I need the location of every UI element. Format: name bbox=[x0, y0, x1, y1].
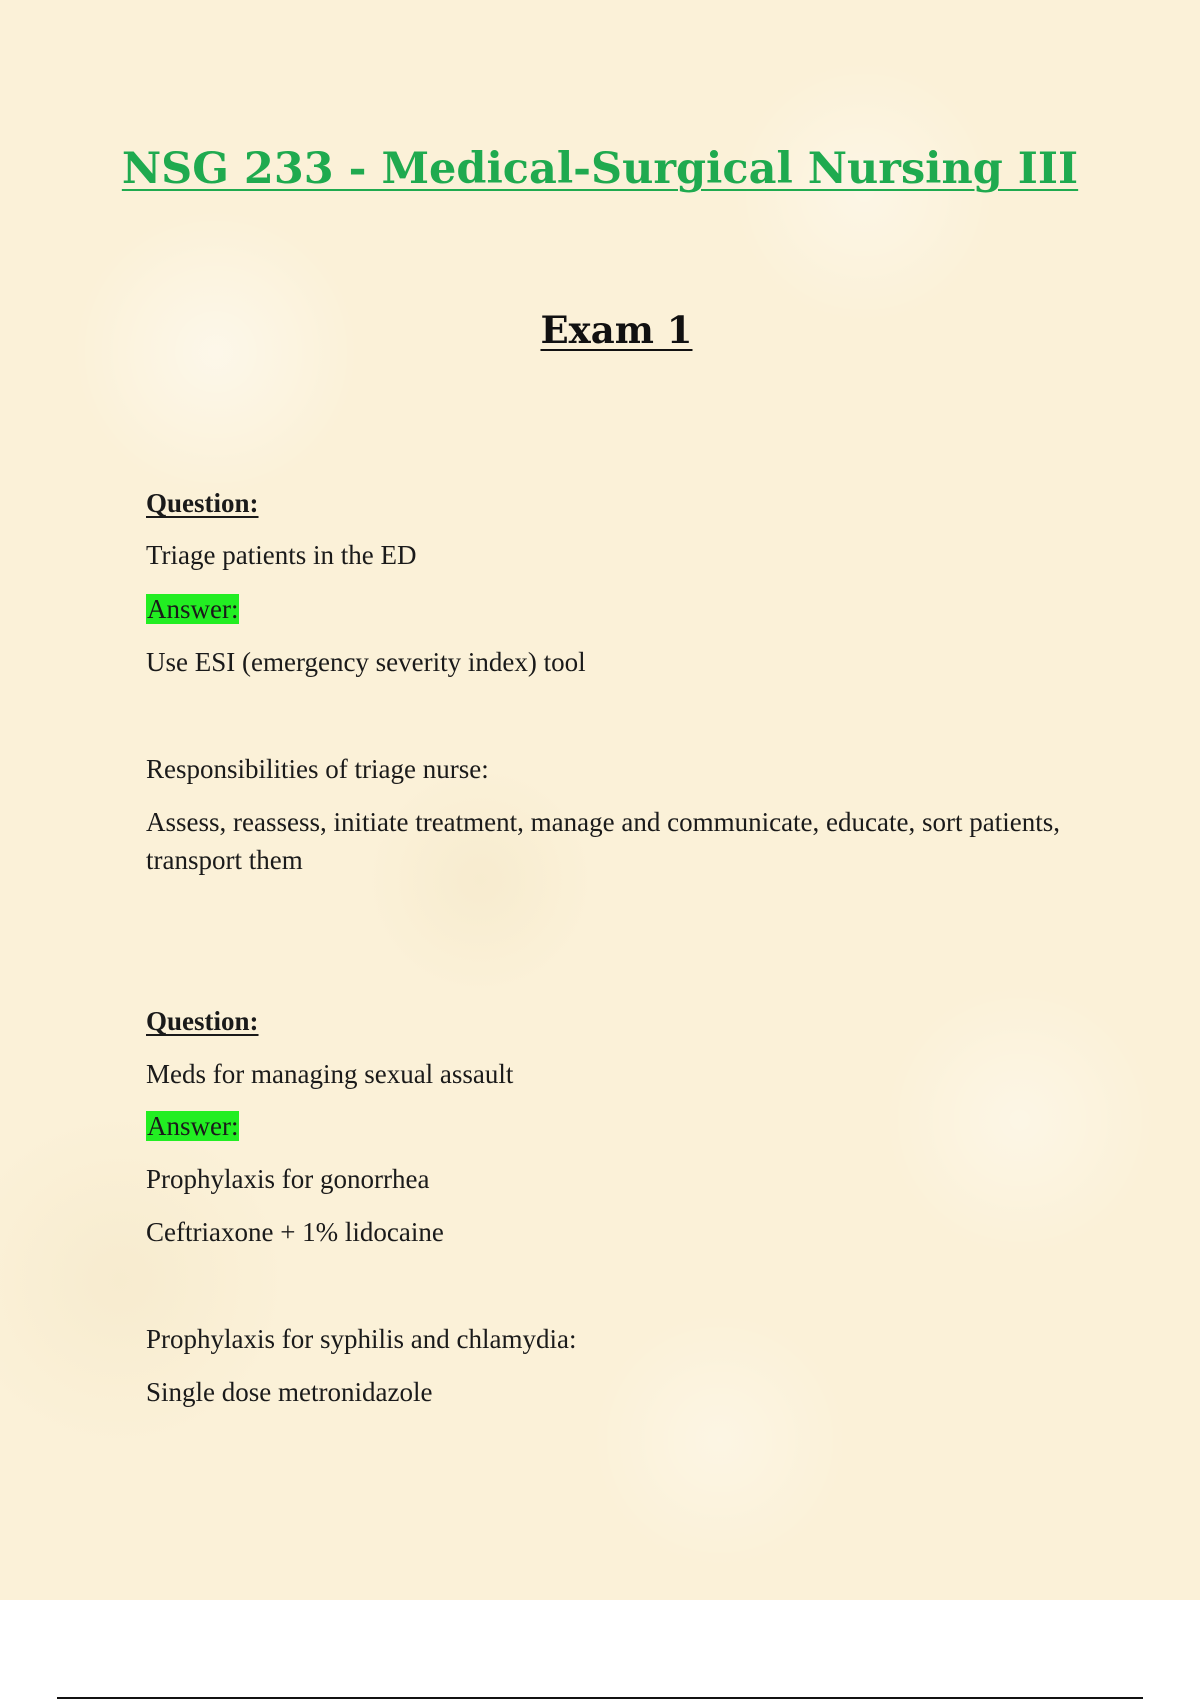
answer-2-label bbox=[146, 1107, 239, 1145]
question-2-text: Meds for managing sexual assault bbox=[146, 1059, 514, 1089]
answer-label-highlight: Answer: bbox=[147, 594, 239, 624]
footer-divider bbox=[57, 1697, 1143, 1699]
question-label: Question: bbox=[146, 488, 259, 518]
question-label: Question: bbox=[146, 1006, 259, 1036]
answer-label-highlight: Answer: bbox=[147, 1111, 239, 1141]
answer-1-label bbox=[146, 590, 239, 628]
answer-1-line-2: Responsibilities of triage nurse: bbox=[146, 754, 489, 784]
question-1-text: Triage patients in the ED bbox=[146, 540, 417, 570]
question-1-label bbox=[146, 484, 259, 522]
answer-1-line-1: Use ESI (emergency severity index) tool bbox=[146, 647, 586, 677]
exam-heading: Exam 1 bbox=[540, 308, 693, 352]
document-title: NSG 233 - Medical-Surgical Nursing III bbox=[121, 144, 1079, 194]
answer-1-line-3: Assess, reassess, initiate treatment, manage and communicate, educate, sort patients, transport them bbox=[146, 807, 1060, 875]
answer-2-line-1: Prophylaxis for gonorrhea bbox=[146, 1164, 430, 1194]
answer-2-line-3: Prophylaxis for syphilis and chlamydia: bbox=[146, 1324, 577, 1354]
answer-2-line-2: Ceftriaxone + 1% lidocaine bbox=[146, 1217, 444, 1247]
question-2-label bbox=[146, 1002, 259, 1040]
answer-2-line-4: Single dose metronidazole bbox=[146, 1377, 433, 1407]
